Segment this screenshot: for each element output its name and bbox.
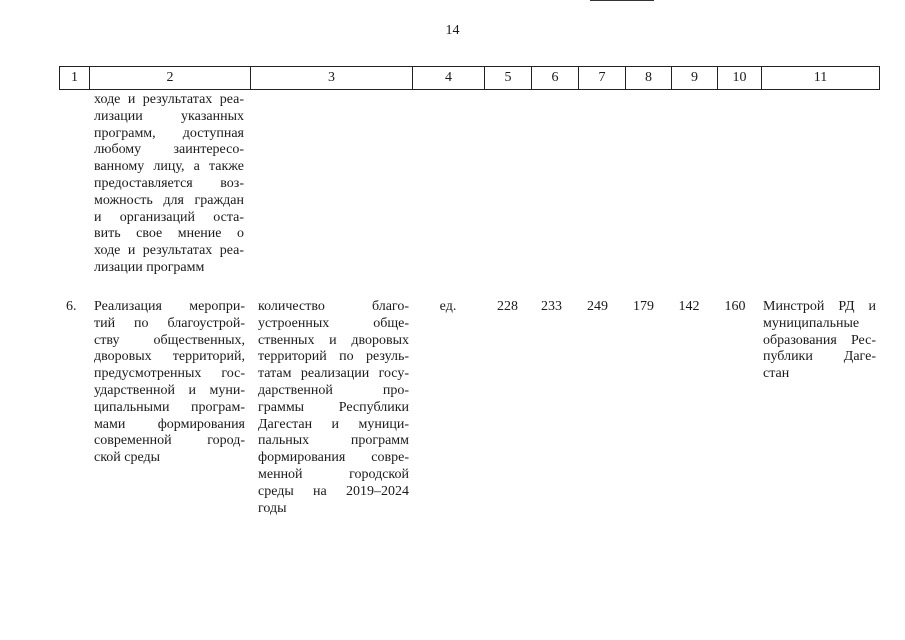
col-header-10: 10: [718, 67, 762, 90]
col-header-5: 5: [485, 67, 532, 90]
col-header-9: 9: [672, 67, 718, 90]
top-edge-line: [590, 0, 654, 1]
column-header-row: [60, 67, 880, 90]
row6-col11-text: Минстрой РД и муниципальные образования Рес- публики Даге- стан: [763, 299, 876, 382]
row6-col2-text: Реализация меропри- тий по благоустрой- ству общественных, дворовых территорий, предусмотренных гос- ударственной и муни- ципальными програм- мами формирования современной город- ской среды: [94, 299, 245, 466]
row6-value-col7: 249: [587, 299, 608, 314]
col-header-2: 2: [90, 67, 251, 90]
col-header-6: 6: [532, 67, 579, 90]
col-header-8: 8: [626, 67, 672, 90]
row6-value-col10: 160: [724, 299, 746, 314]
row6-value-col9: 142: [678, 299, 700, 314]
col-header-7: 7: [579, 67, 626, 90]
row6-value-col8: 179: [633, 299, 654, 314]
col-header-3: 3: [251, 67, 413, 90]
page-number: 14: [445, 23, 460, 38]
column-header-table: [59, 66, 880, 90]
col-header-4: 4: [413, 67, 485, 90]
col-header-11: 11: [762, 67, 880, 90]
prev-row-col2-text: ходе и результатах реа- лизации указанных программ, доступная любому заинтересо- ванному лицу, а также предоставляется воз- можность для граждан и организаций оста- вить свое мнение о ходе и результатах реа- лизации программ: [94, 92, 244, 275]
row6-number: 6.: [66, 299, 77, 314]
row6-value-col5: 228: [497, 299, 518, 314]
row6-value-col6: 233: [541, 299, 562, 314]
col-header-1: 1: [60, 67, 90, 90]
row6-unit: ед.: [439, 299, 457, 314]
row6-col3-text: количество благо- устроенных обще- ственных и дворовых территорий по резуль- татам реализации госу- дарственной про- граммы Республики Дагестан и муници- пальных программ формирования совре- менной городской среды на 2019–2024 годы: [258, 299, 409, 516]
